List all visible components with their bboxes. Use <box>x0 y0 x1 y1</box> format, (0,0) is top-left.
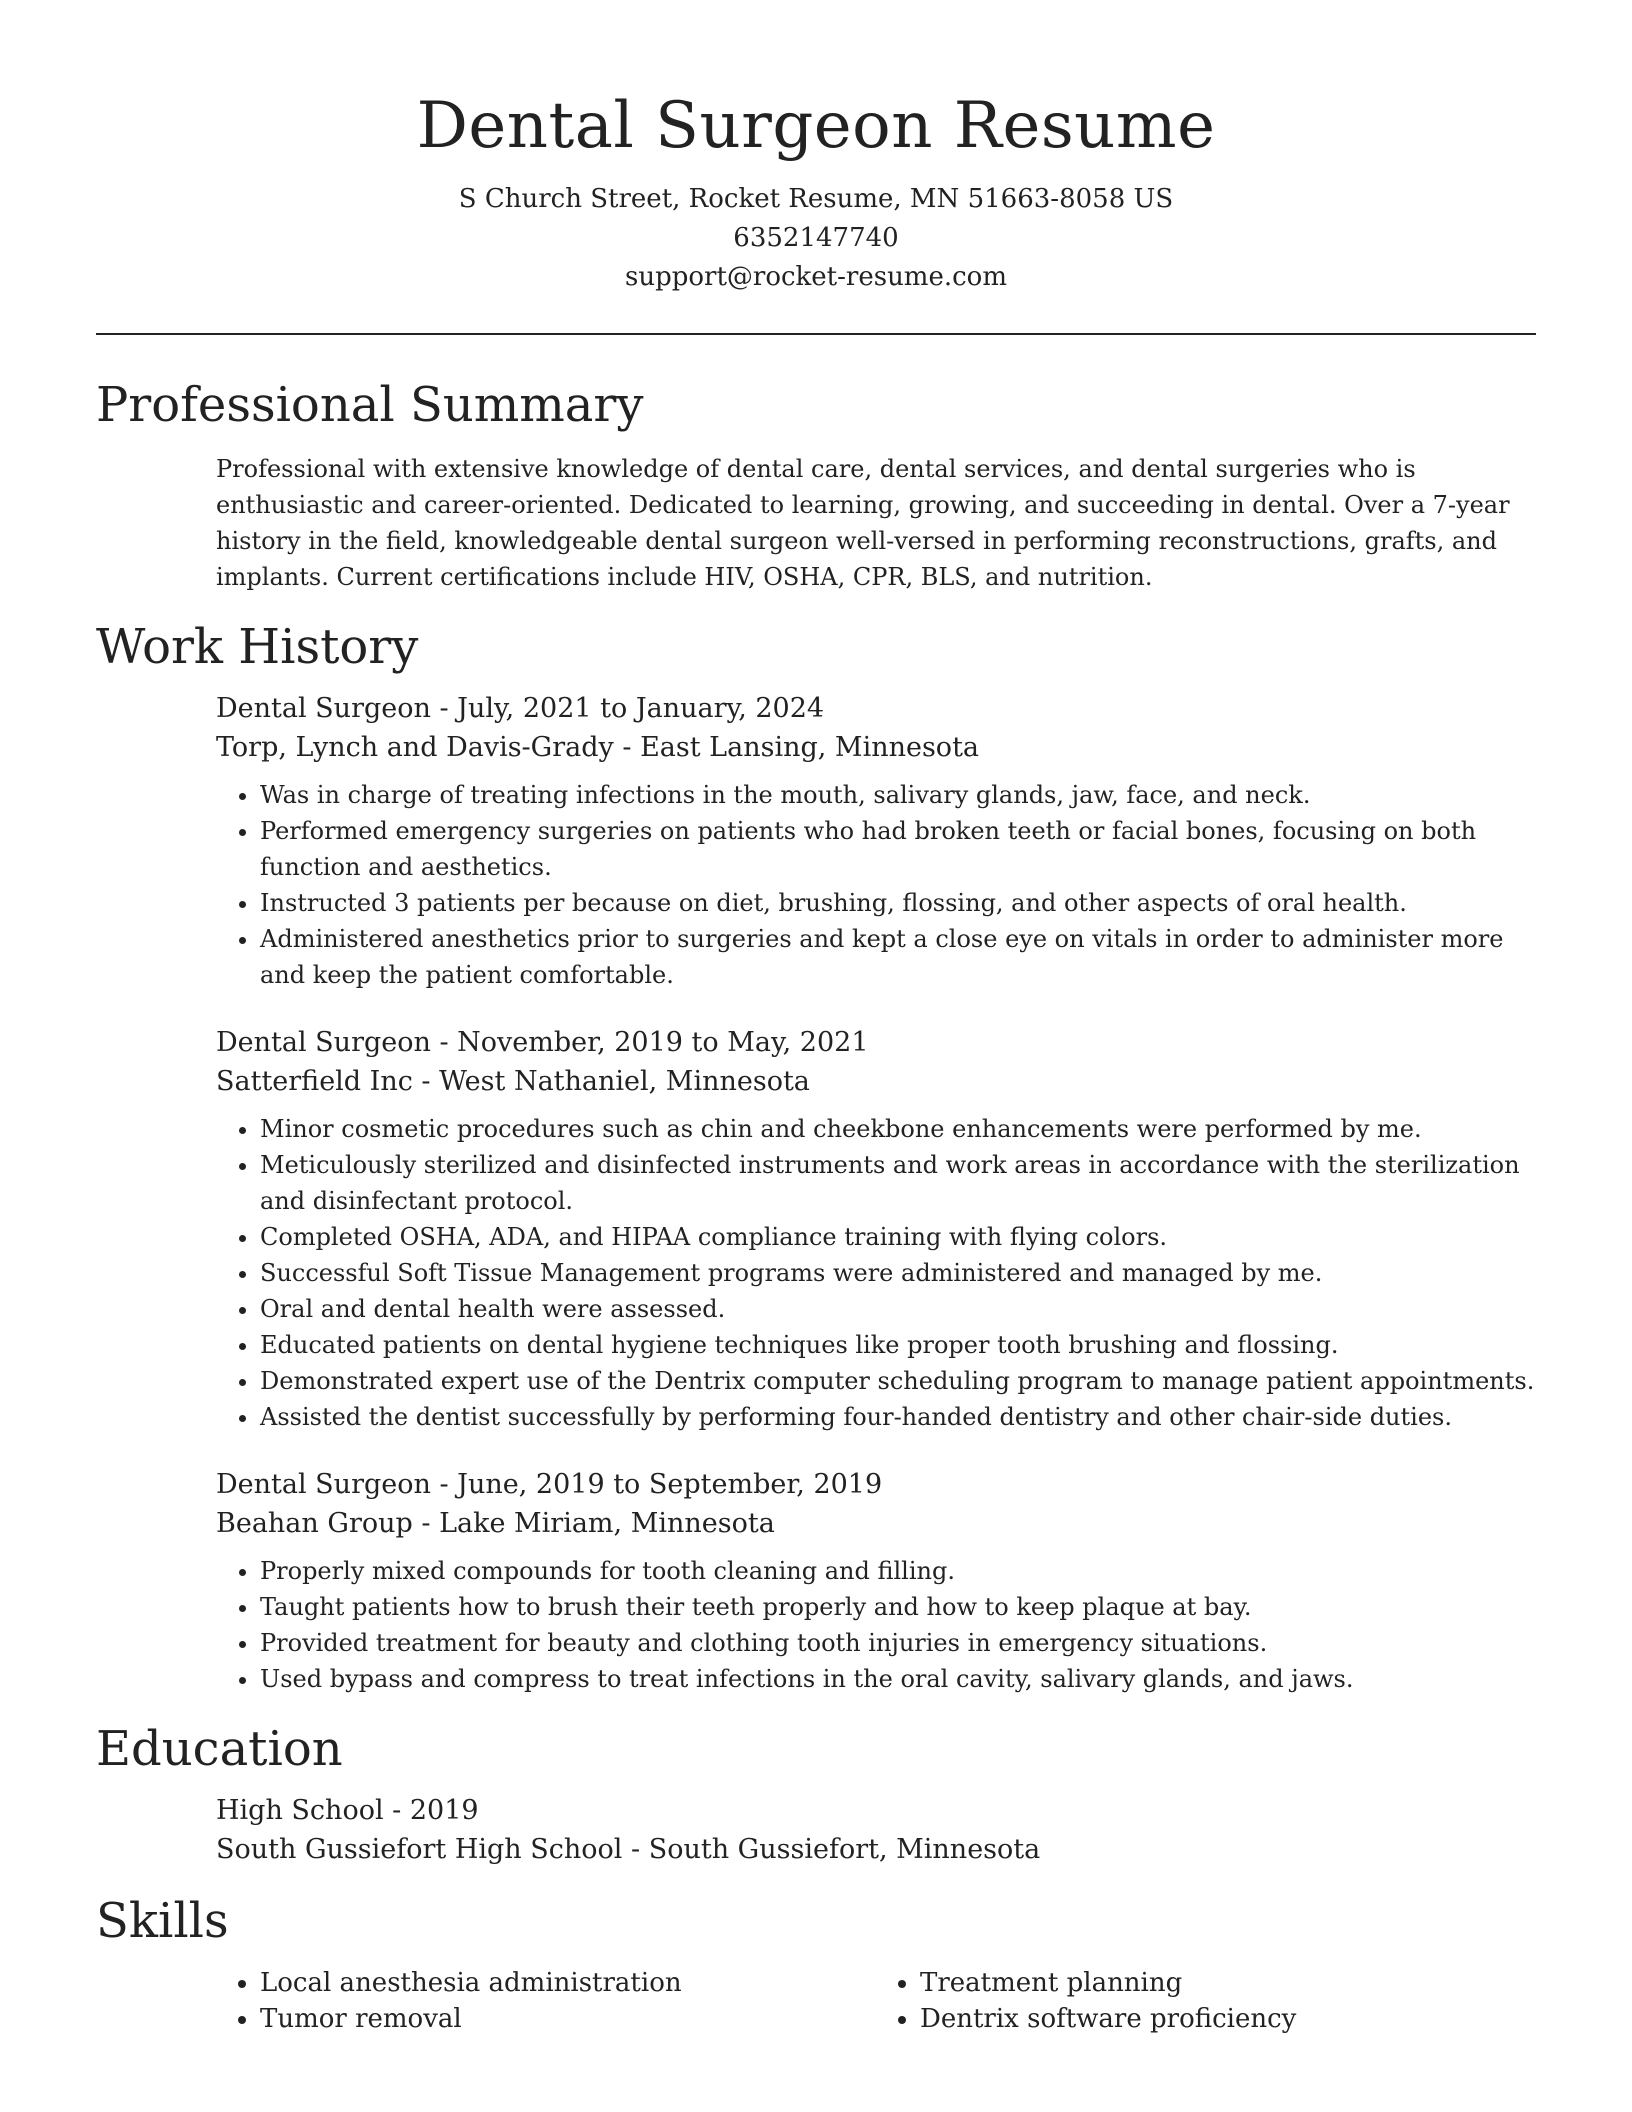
duty-item: • Performed emergency surgeries on patients who had broken teeth or facial bones, focusing on both function and aesthetics. <box>260 813 1536 885</box>
resume-page <box>96 0 1536 2037</box>
skill-item: • Local anesthesia administration <box>260 1965 876 2001</box>
skills-list-left <box>216 1965 876 2037</box>
job-company: Torp, Lynch and Davis-Grady - East Lansing, Minnesota <box>216 732 980 763</box>
duty-item: • Completed OSHA, ADA, and HIPAA compliance training with flying colors. <box>260 1219 1536 1255</box>
job-entry <box>216 1465 1536 1697</box>
duty-item: • Taught patients how to brush their teeth properly and how to keep plaque at bay. <box>260 1589 1536 1625</box>
duty-item: • Demonstrated expert use of the Dentrix computer scheduling program to manage patient appointments. <box>260 1363 1536 1399</box>
duty-item: • Properly mixed compounds for tooth cleaning and filling. <box>260 1553 1536 1589</box>
summary-heading: Professional Summary <box>96 377 644 433</box>
duty-item: • Provided treatment for beauty and clothing tooth injuries in emergency situations. <box>260 1625 1536 1661</box>
address: S Church Street, Rocket Resume, MN 51663-8058 US <box>458 184 1174 214</box>
skills-section <box>216 1965 1536 2037</box>
job-duties <box>216 1111 1536 1435</box>
skills-columns <box>216 1965 1536 2037</box>
education-heading: Education <box>96 1721 343 1777</box>
duty-item: • Instructed 3 patients per because on diet, brushing, flossing, and other aspects of oral health. <box>260 885 1536 921</box>
phone-number: 6352147740 <box>733 223 899 253</box>
duty-item: • Educated patients on dental hygiene techniques like proper tooth brushing and flossing. <box>260 1327 1536 1363</box>
education-section <box>216 1791 1536 1869</box>
job-entry <box>216 689 1536 993</box>
duty-item: • Administered anesthetics prior to surgeries and kept a close eye on vitals in order to administer more and keep the patient comfortable. <box>260 921 1536 993</box>
duty-item: • Successful Soft Tissue Management programs were administered and managed by me. <box>260 1255 1536 1291</box>
resume-title: Dental Surgeon Resume <box>416 89 1216 163</box>
email-address[interactable]: support@rocket-resume.com <box>624 262 1007 292</box>
duty-item: • Meticulously sterilized and disinfected instruments and work areas in accordance with the sterilization and disinfectant protocol. <box>260 1147 1536 1219</box>
summary-section <box>216 451 1536 595</box>
job-title: Dental Surgeon - June, 2019 to September, 2019 <box>216 1469 883 1500</box>
duty-item: • Oral and dental health were assessed. <box>260 1291 1536 1327</box>
skills-heading: Skills <box>96 1893 229 1949</box>
summary-text: Professional with extensive knowledge of dental care, dental services, and dental surgeries who is enthusiastic and career-oriented. Dedicated to learning, growing, and succeeding in dental. Over a 7-year history in the field, knowledgeable dental surgeon well-versed in performing reconstructions, grafts, and implants. Current certifications include HIV, OSHA, CPR, BLS, and nutrition. <box>216 455 1510 591</box>
resume-header <box>96 0 1536 297</box>
job-title: Dental Surgeon - July, 2021 to January, 2024 <box>216 693 825 724</box>
education-degree: High School - 2019 <box>216 1795 479 1826</box>
work-history-heading: Work History <box>96 619 419 675</box>
job-duties <box>216 777 1536 993</box>
duty-item: • Assisted the dentist successfully by performing four-handed dentistry and other chair-side duties. <box>260 1399 1536 1435</box>
duty-item: • Used bypass and compress to treat infections in the oral cavity, salivary glands, and jaws. <box>260 1661 1536 1697</box>
header-divider <box>96 333 1536 335</box>
skill-item: • Dentrix software proficiency <box>920 2001 1536 2037</box>
job-duties <box>216 1553 1536 1697</box>
education-school: South Gussiefort High School - South Gussiefort, Minnesota <box>216 1834 1041 1865</box>
job-company: Beahan Group - Lake Miriam, Minnesota <box>216 1508 775 1539</box>
skills-list-right <box>876 1965 1536 2037</box>
skill-item: • Tumor removal <box>260 2001 876 2037</box>
job-company: Satterfield Inc - West Nathaniel, Minnesota <box>216 1066 810 1097</box>
duty-item: • Was in charge of treating infections in the mouth, salivary glands, jaw, face, and neck. <box>260 777 1536 813</box>
work-history-section <box>216 689 1536 1697</box>
job-title: Dental Surgeon - November, 2019 to May, 2021 <box>216 1027 869 1058</box>
skill-item: • Treatment planning <box>920 1965 1536 2001</box>
job-entry <box>216 1023 1536 1435</box>
duty-item: • Minor cosmetic procedures such as chin and cheekbone enhancements were performed by me. <box>260 1111 1536 1147</box>
